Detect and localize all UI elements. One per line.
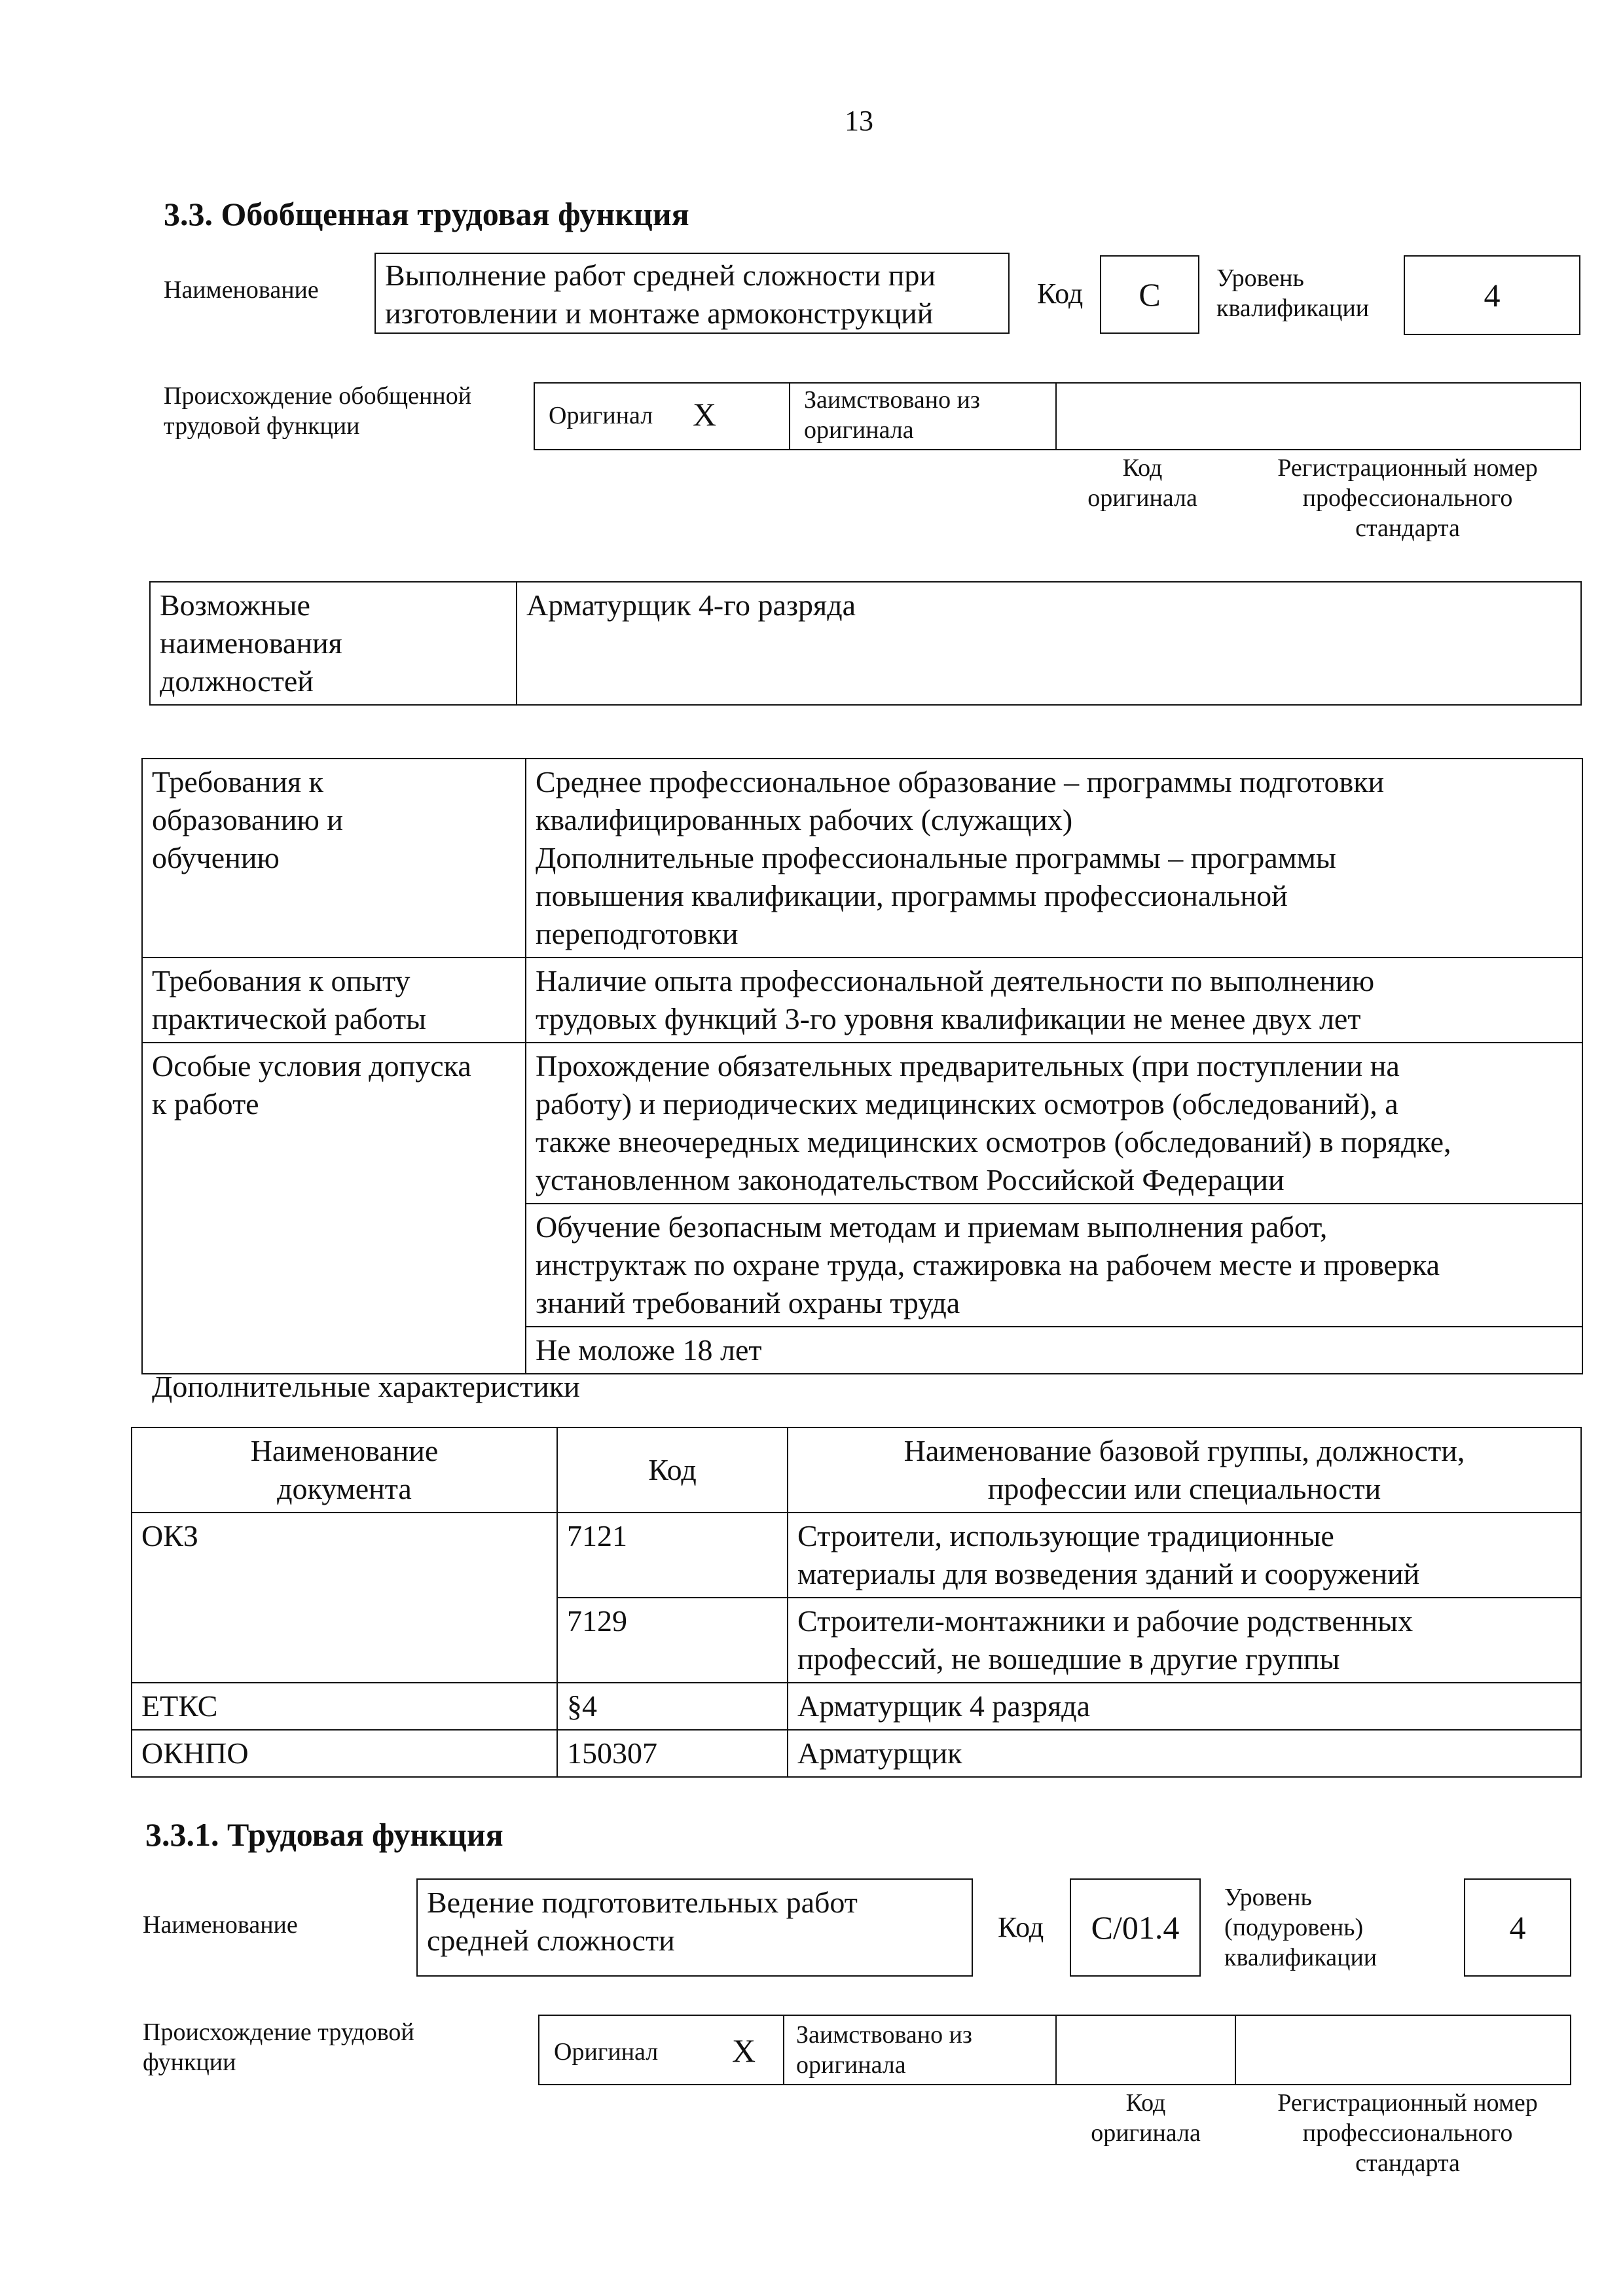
orig-code-caption xyxy=(1061,453,1224,513)
special-label xyxy=(142,1043,526,1374)
original-label: Оригинал xyxy=(554,2038,659,2066)
caption-line: Код xyxy=(1125,2089,1166,2117)
origin-label-line: Происхождение трудовой xyxy=(143,2018,414,2046)
origin-label xyxy=(164,381,471,441)
value-line: Дополнительные профессиональные программы – программы xyxy=(536,841,1336,874)
requirements-table xyxy=(141,758,1583,1374)
head-line: документа xyxy=(277,1472,412,1505)
original-label: Оригинал xyxy=(549,402,653,429)
caption-line: профессионального xyxy=(1302,484,1513,512)
value-line: Среднее профессиональное образование – программы подготовки xyxy=(536,765,1385,798)
positions-table xyxy=(149,581,1582,706)
label-line: Особые условия допуска xyxy=(152,1049,471,1083)
value-line: переподготовки xyxy=(536,917,739,950)
additional-title: Дополнительные характеристики xyxy=(152,1370,580,1403)
exp-value xyxy=(526,958,1582,1043)
head-code: Код xyxy=(557,1427,788,1513)
reg-caption xyxy=(1231,453,1584,543)
caption-line: оригинала xyxy=(1091,2119,1201,2147)
name-value-box xyxy=(374,253,1010,334)
additional-table xyxy=(131,1427,1582,1778)
borrowed-label xyxy=(804,385,980,445)
edu-value xyxy=(526,759,1582,958)
level-label-line: Уровень xyxy=(1216,264,1304,292)
name-label: Наименование xyxy=(164,276,319,304)
row-name-line: материалы для возведения зданий и сооружений xyxy=(797,1557,1420,1590)
row-doc: ОКЗ xyxy=(132,1513,557,1683)
original-mark: X xyxy=(693,396,717,433)
name-value-box xyxy=(416,1878,973,1977)
section-title: 3.3. Обобщенная трудовая функция xyxy=(164,196,689,232)
level-label-line: (подуровень) xyxy=(1224,1914,1364,1941)
code-label: Код xyxy=(998,1911,1044,1943)
origin-table xyxy=(538,2015,1571,2085)
code-value: C xyxy=(1100,255,1199,334)
page-number: 13 xyxy=(845,105,873,137)
row-name xyxy=(788,1598,1581,1683)
label-line: обучению xyxy=(152,841,280,874)
origin-table xyxy=(534,382,1581,450)
caption-line: стандарта xyxy=(1355,514,1460,542)
head-name xyxy=(788,1427,1581,1513)
positions-label xyxy=(150,582,517,705)
edu-label xyxy=(142,759,526,958)
row-doc: ОКНПО xyxy=(132,1730,557,1777)
level-label xyxy=(1216,263,1369,323)
borrowed-label-line: оригинала xyxy=(796,2051,906,2079)
row-doc: ЕТКС xyxy=(132,1683,557,1730)
special-value: Не моложе 18 лет xyxy=(526,1327,1582,1374)
code-label: Код xyxy=(1037,278,1084,310)
value-line: также внеочередных медицинских осмотров (обследований) в порядке, xyxy=(536,1125,1451,1158)
original-mark: X xyxy=(732,2032,756,2069)
head-line: Наименование xyxy=(250,1434,439,1467)
value-line: квалифицированных рабочих (служащих) xyxy=(536,803,1073,836)
head-doc xyxy=(132,1427,557,1513)
name-value-line: Ведение подготовительных работ xyxy=(427,1886,858,1919)
value-line: установленном законодательством Российской Федерации xyxy=(536,1163,1285,1196)
origin-label xyxy=(143,2017,414,2077)
label-line: образованию и xyxy=(152,803,343,836)
caption-line: стандарта xyxy=(1355,2149,1460,2177)
row-name-line: Строители-монтажники и рабочие родственных xyxy=(797,1604,1413,1638)
orig-code-caption xyxy=(1061,2088,1231,2148)
origin-label-line: Происхождение обобщенной xyxy=(164,382,472,410)
name-value-line: средней сложности xyxy=(427,1924,675,1957)
row-name-line: Строители, использующие традиционные xyxy=(797,1519,1334,1552)
caption-line: профессионального xyxy=(1302,2119,1513,2147)
caption-line: Регистрационный номер xyxy=(1277,2089,1538,2117)
row-name: Арматурщик 4 разряда xyxy=(788,1683,1581,1730)
row-name-line: профессий, не вошедшие в другие группы xyxy=(797,1642,1340,1676)
borrowed-label-line: Заимствовано из xyxy=(796,2021,972,2049)
level-value: 4 xyxy=(1404,255,1580,335)
name-value-line: Выполнение работ средней сложности при xyxy=(385,259,936,292)
label-line: наименования xyxy=(160,626,342,660)
borrowed-label xyxy=(796,2020,972,2080)
value-line: Обучение безопасным методам и приемам выполнения работ, xyxy=(536,1210,1328,1244)
row-name xyxy=(788,1513,1581,1598)
row-code: §4 xyxy=(557,1683,788,1730)
name-value-line: изготовлении и монтаже армоконструкций xyxy=(385,296,934,330)
level-label xyxy=(1224,1882,1377,1973)
value-line: Наличие опыта профессиональной деятельности по выполнению xyxy=(536,964,1375,997)
label-line: практической работы xyxy=(152,1002,426,1035)
level-label-line: квалификации xyxy=(1216,295,1370,322)
row-name: Арматурщик xyxy=(788,1730,1581,1777)
label-line: к работе xyxy=(152,1087,259,1121)
special-value xyxy=(526,1204,1582,1327)
head-line: профессии или специальности xyxy=(987,1472,1381,1505)
positions-value: Арматурщик 4-го разряда xyxy=(517,582,1581,705)
borrowed-label-line: Заимствовано из xyxy=(804,386,980,414)
caption-line: оригинала xyxy=(1087,484,1197,512)
value-line: инструктаж по охране труда, стажировка на рабочем месте и проверка xyxy=(536,1248,1440,1282)
reg-caption xyxy=(1231,2088,1584,2178)
label-line: Требования к xyxy=(152,765,323,798)
origin-label-line: трудовой функции xyxy=(164,412,360,440)
code-value: C/01.4 xyxy=(1070,1878,1201,1977)
level-label-line: Уровень xyxy=(1224,1884,1312,1911)
value-line: Прохождение обязательных предварительных (при поступлении на xyxy=(536,1049,1400,1083)
subsection-title: 3.3.1. Трудовая функция xyxy=(145,1816,503,1853)
label-line: должностей xyxy=(160,664,314,698)
head-line: Наименование базовой группы, должности, xyxy=(903,1434,1465,1467)
borrowed-label-line: оригинала xyxy=(804,416,914,444)
level-value: 4 xyxy=(1464,1878,1571,1977)
value-line: трудовых функций 3-го уровня квалификации не менее двух лет xyxy=(536,1002,1361,1035)
special-value xyxy=(526,1043,1582,1204)
origin-label-line: функции xyxy=(143,2049,236,2076)
row-code: 7121 xyxy=(557,1513,788,1598)
exp-label xyxy=(142,958,526,1043)
label-line: Требования к опыту xyxy=(152,964,410,997)
caption-line: Регистрационный номер xyxy=(1277,454,1538,482)
name-label: Наименование xyxy=(143,1911,298,1939)
label-line: Возможные xyxy=(160,588,310,622)
level-label-line: квалификации xyxy=(1224,1944,1377,1971)
caption-line: Код xyxy=(1122,454,1163,482)
value-line: знаний требований охраны труда xyxy=(536,1286,960,1319)
row-code: 7129 xyxy=(557,1598,788,1683)
value-line: работу) и периодических медицинских осмотров (обследований), а xyxy=(536,1087,1398,1121)
value-line: повышения квалификации, программы профессиональной xyxy=(536,879,1288,912)
row-code: 150307 xyxy=(557,1730,788,1777)
